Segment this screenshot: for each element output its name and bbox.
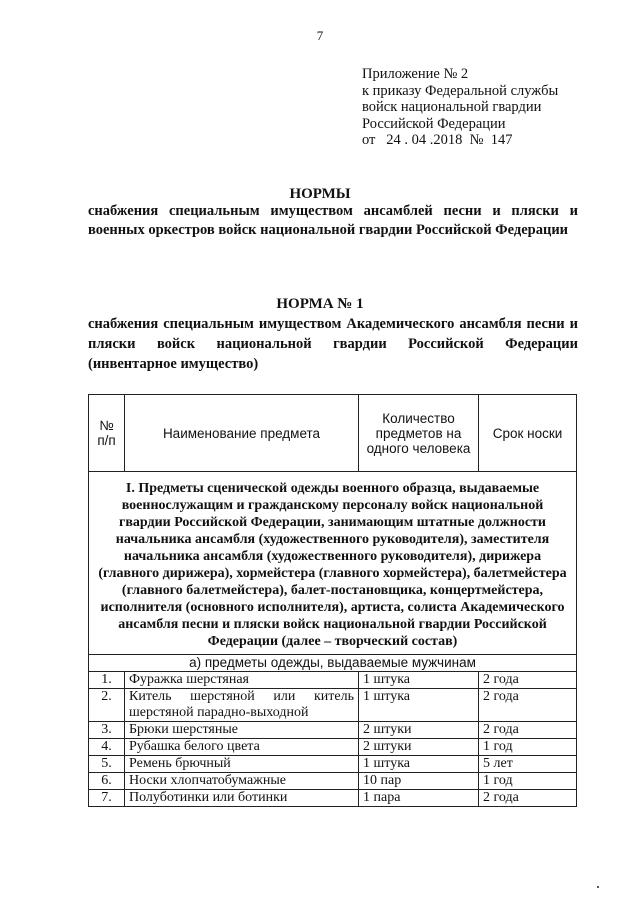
table-row [89, 739, 577, 756]
table-row [89, 790, 577, 807]
appendix-line: Приложение № 2 [362, 66, 469, 82]
appendix-line: к приказу Федеральной службы [362, 82, 559, 99]
header-num: № п/п [89, 395, 125, 472]
row-term: 2 года [479, 672, 577, 689]
row-num: 2. [89, 689, 125, 722]
row-qty: 1 штука [359, 689, 479, 722]
row-num: 1. [89, 672, 125, 689]
row-num: 6. [89, 773, 125, 790]
row-term: 5 лет [479, 756, 577, 773]
row-name: Ремень брючный [125, 756, 359, 773]
document-subtitle: снабжения специальным имуществом ансамблей песни и пляски и военных оркестров войск национальной гвардии Российской Федерации [88, 203, 578, 238]
row-name: Фуражка шерстяная [125, 672, 359, 689]
norms-table [88, 394, 577, 807]
row-term: 2 года [479, 689, 577, 722]
appendix-line: от 24 . 04 .2018 № 147 [362, 132, 513, 148]
norm-title: НОРМА № 1 [276, 296, 364, 312]
section-row [89, 472, 577, 655]
scan-speck [597, 886, 599, 888]
table-row [89, 672, 577, 689]
row-num: 7. [89, 790, 125, 807]
row-name: Носки хлопчатобумажные [125, 773, 359, 790]
row-num: 5. [89, 756, 125, 773]
row-term: 2 года [479, 790, 577, 807]
section-heading: I. Предметы сценической одежды военного образца, выдаваемые военнослужащим и гражданскому персоналу войск национальной гвардии Российской Федерации, занимающим штатные должности начальника ансамбля (художественного руководителя), заместителя начальника ансамбля (художественного руководителя), дирижера (главного дирижера), хормейстера (главного хормейстера), балетмейстера (главного балетмейстера), балет-постановщика, концертмейстера, исполнителя (основного исполнителя), артиста, солиста Академического ансамбля песни и пляски войск национальной гвардии Российской Федерации (далее – творческий состав) [89, 472, 577, 655]
row-num: 4. [89, 739, 125, 756]
table-row [89, 773, 577, 790]
row-term: 1 год [479, 773, 577, 790]
row-qty: 10 пар [359, 773, 479, 790]
appendix-line: войск национальной гвардии [362, 99, 542, 115]
row-term: 1 год [479, 739, 577, 756]
document-title: НОРМЫ [289, 186, 351, 202]
row-qty: 1 штука [359, 756, 479, 773]
row-qty: 2 штуки [359, 739, 479, 756]
header-term: Срок носки [479, 395, 577, 472]
row-num: 3. [89, 722, 125, 739]
row-qty: 2 штуки [359, 722, 479, 739]
norm-subtitle: снабжения специальным имуществом Академического ансамбля песни и пляски войск национальной гвардии Российской Федерации (инвентарное имущество) [88, 316, 578, 372]
row-name: Китель шерстяной или китель шерстяной парадно-выходной [125, 689, 359, 722]
header-name: Наименование предмета [125, 395, 359, 472]
subsection-heading: а) предметы одежды, выдаваемые мужчинам [89, 655, 577, 672]
table-row [89, 756, 577, 773]
table-row [89, 722, 577, 739]
row-name: Полуботинки или ботинки [125, 790, 359, 807]
page-number: 7 [316, 28, 324, 43]
table-row [89, 689, 577, 722]
row-qty: 1 пара [359, 790, 479, 807]
table-header-row [89, 395, 577, 472]
row-name: Брюки шерстяные [125, 722, 359, 739]
appendix-block [362, 66, 558, 149]
appendix-line: Российской Федерации [362, 115, 506, 132]
row-name: Рубашка белого цвета [125, 739, 359, 756]
row-qty: 1 штука [359, 672, 479, 689]
subsection-row [89, 655, 577, 672]
row-term: 2 года [479, 722, 577, 739]
header-qty: Количество предметов на одного человека [359, 395, 479, 472]
